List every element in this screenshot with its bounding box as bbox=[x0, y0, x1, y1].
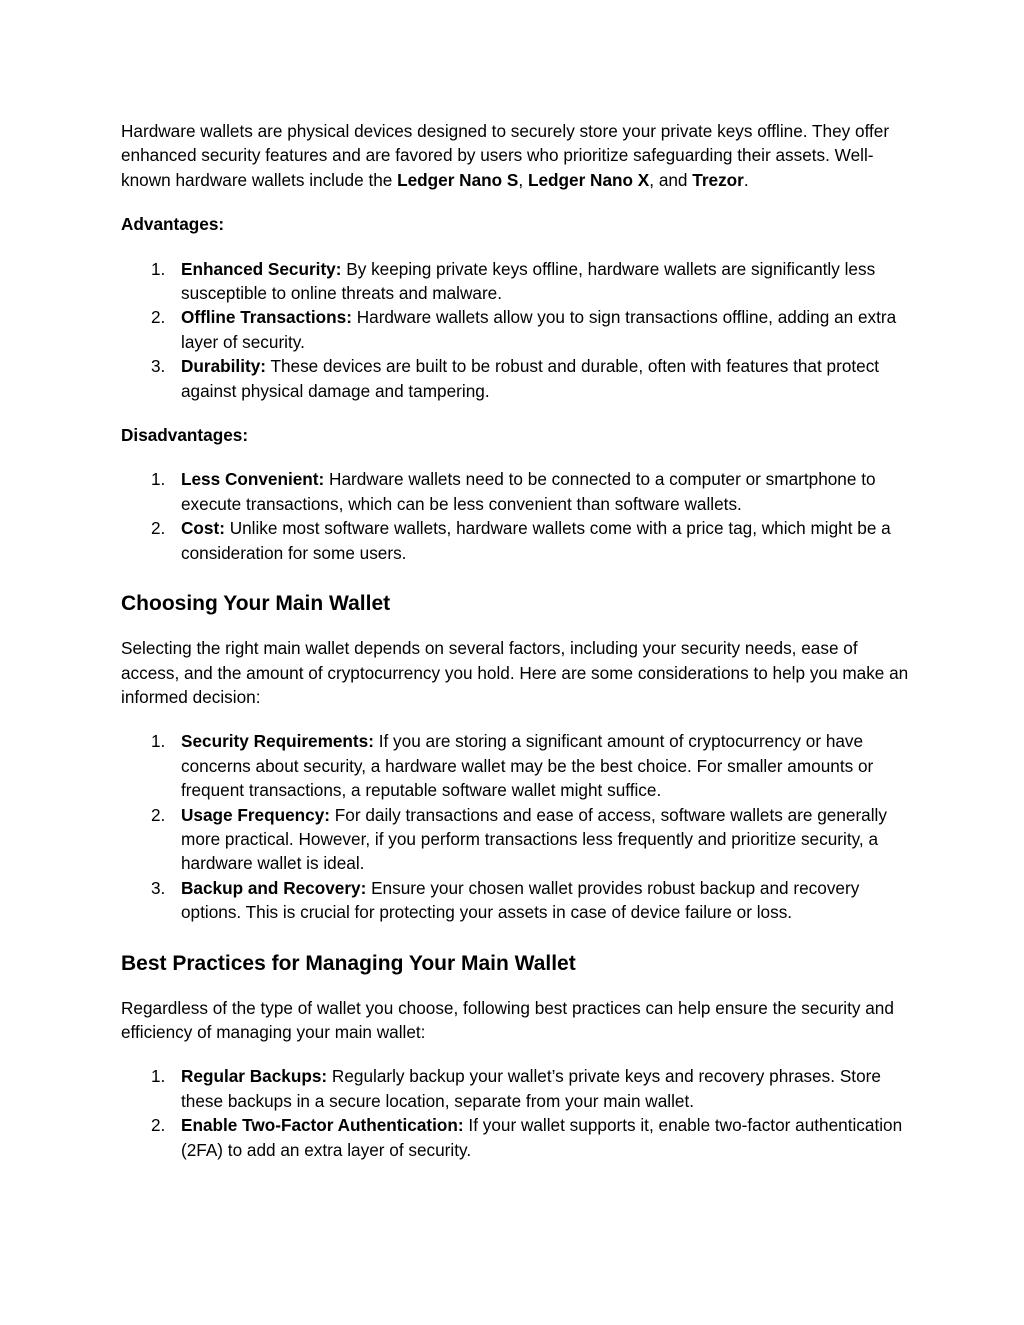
list-item bbox=[121, 1064, 911, 1113]
list-item bbox=[121, 516, 911, 565]
choosing-paragraph: Selecting the right main wallet depends on several factors, including your security needs, ease of access, and the amount of cryptocurrency you hold. Here are some considerations to help you make an informed decision: bbox=[121, 638, 909, 707]
list-text: By keeping private keys offline, hardware wallets are significantly less susceptible to online threats and malware. bbox=[181, 258, 876, 304]
list-number: 3. bbox=[151, 877, 166, 898]
list-number: 2. bbox=[151, 1115, 166, 1136]
disadvantages-label: Disadvantages: bbox=[121, 425, 249, 446]
list-item bbox=[121, 354, 911, 403]
advantages-list bbox=[121, 257, 911, 403]
list-term: Offline Transactions: bbox=[181, 307, 352, 328]
list-text: Unlike most software wallets, hardware wallets come with a price tag, which might be a consideration for some users. bbox=[181, 518, 891, 563]
list-item bbox=[121, 876, 911, 925]
document-page bbox=[121, 119, 911, 1162]
intro-end: . bbox=[743, 169, 749, 190]
choosing-heading: Choosing Your Main Wallet bbox=[121, 592, 391, 616]
intro-paragraph bbox=[121, 119, 911, 192]
list-number: 2. bbox=[151, 804, 166, 825]
disadvantages-list bbox=[121, 467, 911, 565]
list-text: Hardware wallets allow you to sign transactions offline, adding an extra layer of security. bbox=[181, 307, 897, 352]
list-term: Regular Backups: bbox=[181, 1066, 328, 1087]
list-term: Security Requirements: bbox=[181, 731, 374, 752]
choosing-list bbox=[121, 729, 911, 924]
list-number: 1. bbox=[151, 1066, 166, 1087]
list-term: Cost: bbox=[181, 518, 225, 539]
advantages-label: Advantages: bbox=[121, 214, 225, 235]
ledger-nano-x-term: Ledger Nano X bbox=[527, 169, 650, 190]
list-term: Durability: bbox=[181, 356, 266, 377]
list-number: 2. bbox=[151, 518, 166, 539]
list-text: Regularly backup your wallet’s private keys and recovery phrases. Store these backups in a secure location, separate from your main wallet. bbox=[181, 1066, 881, 1111]
list-term: Less Convenient: bbox=[181, 469, 325, 490]
intro-text: Hardware wallets are physical devices designed to securely store your private keys offline. They offer enhanced security features and are favored by users who prioritize safeguarding their assets. Well-known hardware wallets include the bbox=[121, 121, 890, 190]
list-item bbox=[121, 305, 911, 354]
list-item bbox=[121, 467, 911, 516]
intro-separator: , bbox=[518, 169, 528, 190]
list-number: 2. bbox=[151, 307, 166, 328]
best-practices-paragraph: Regardless of the type of wallet you choose, following best practices can help ensure the security and efficiency of managing your main wallet: bbox=[121, 997, 894, 1042]
list-item bbox=[121, 729, 911, 802]
list-text: If you are storing a significant amount of cryptocurrency or have concerns about security, a hardware wallet may be the best choice. For smaller amounts or frequent transactions, a reputable software wallet might suffice. bbox=[181, 731, 874, 801]
list-term: Usage Frequency: bbox=[181, 804, 331, 825]
list-text: These devices are built to be robust and durable, often with features that protect against physical damage and tampering. bbox=[181, 356, 880, 401]
list-text: If your wallet supports it, enable two-factor authentication (2FA) to add an extra layer of security. bbox=[181, 1115, 903, 1160]
list-term: Enhanced Security: bbox=[181, 258, 342, 279]
list-number: 3. bbox=[151, 356, 166, 377]
list-term: Enable Two-Factor Authentication: bbox=[181, 1115, 464, 1136]
list-term: Backup and Recovery: bbox=[181, 877, 367, 898]
trezor-term: Trezor bbox=[692, 169, 744, 190]
intro-separator: , and bbox=[649, 169, 693, 190]
list-number: 1. bbox=[151, 469, 166, 490]
best-practices-list bbox=[121, 1064, 911, 1162]
ledger-nano-s-term: Ledger Nano S bbox=[397, 169, 519, 190]
list-item bbox=[121, 257, 911, 306]
list-number: 1. bbox=[151, 731, 166, 752]
list-item bbox=[121, 803, 911, 876]
best-practices-heading: Best Practices for Managing Your Main Wallet bbox=[121, 951, 576, 975]
list-text: Hardware wallets need to be connected to a computer or smartphone to execute transactions, which can be less convenient than software wallets. bbox=[181, 469, 876, 514]
list-text: For daily transactions and ease of access, software wallets are generally more practical. However, if you perform transactions less frequently and prioritize security, a hardware wallet is ideal. bbox=[181, 804, 887, 874]
list-number: 1. bbox=[151, 258, 166, 279]
list-text: Ensure your chosen wallet provides robust backup and recovery options. This is crucial for protecting your assets in case of device failure or loss. bbox=[181, 877, 860, 923]
list-item bbox=[121, 1113, 911, 1162]
